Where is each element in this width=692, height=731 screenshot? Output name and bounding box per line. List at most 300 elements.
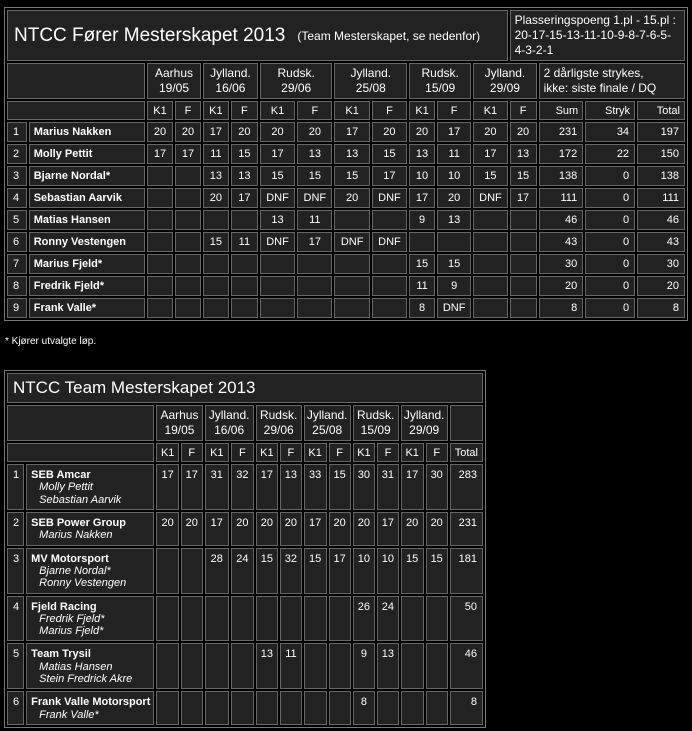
score-cell: 17	[437, 122, 471, 142]
score-cell: 20	[156, 512, 179, 546]
team-name-cell	[26, 596, 154, 642]
score-cell	[231, 210, 258, 230]
team-row	[7, 512, 483, 546]
position-cell: 2	[7, 144, 27, 164]
score-cell: 20	[147, 122, 173, 142]
score-cell: 15	[256, 548, 279, 594]
stryk-cell: 0	[585, 232, 635, 252]
score-cell	[426, 596, 448, 642]
team-driver-name: Marius Nakken	[39, 529, 113, 542]
score-cell: 9	[353, 643, 376, 689]
score-cell: 8	[409, 298, 435, 318]
sum-header: Sum	[539, 101, 584, 120]
stryk-header: Stryk	[585, 101, 635, 120]
subheader-blank	[7, 443, 154, 462]
score-cell	[510, 232, 537, 252]
total-cell: 231	[450, 512, 483, 546]
team-title-cell	[7, 373, 483, 403]
f-header: F	[231, 101, 258, 120]
position-cell: 6	[7, 691, 24, 725]
score-cell: DNF	[473, 188, 507, 208]
score-cell	[231, 691, 254, 725]
score-cell	[510, 210, 537, 230]
team-driver-name: Matias Hansen	[39, 660, 113, 673]
score-cell	[304, 596, 327, 642]
score-cell	[231, 643, 254, 689]
score-cell: 17	[510, 188, 537, 208]
driver-row	[7, 188, 685, 208]
score-cell: 17	[372, 166, 407, 186]
sum-cell: 8	[539, 298, 584, 318]
f-header: F	[377, 443, 398, 462]
score-cell: 15	[297, 166, 332, 186]
score-cell: 32	[280, 548, 301, 594]
k1-header: K1	[473, 101, 507, 120]
f-header: F	[372, 101, 407, 120]
score-cell	[426, 643, 448, 689]
score-cell: 11	[437, 144, 471, 164]
score-cell: 28	[205, 548, 229, 594]
score-cell: 31	[377, 464, 398, 510]
score-cell: 30	[426, 464, 448, 510]
stryk-cell: 0	[585, 210, 635, 230]
score-cell	[181, 596, 203, 642]
score-cell: 20	[353, 512, 376, 546]
sum-cell: 172	[539, 144, 584, 164]
score-cell	[147, 166, 173, 186]
f-header: F	[297, 101, 332, 120]
score-cell	[437, 232, 471, 252]
team-driver-name: Stein Fredrick Akre	[39, 673, 133, 686]
score-cell: 20	[280, 512, 301, 546]
total-cell: 46	[450, 643, 483, 689]
score-cell	[203, 254, 229, 274]
score-cell	[409, 232, 435, 252]
sum-cell: 30	[539, 254, 584, 274]
team-driver-name: Molly Pettit	[39, 481, 93, 494]
score-cell	[231, 596, 254, 642]
score-cell: 9	[437, 276, 471, 296]
k1-header: K1	[409, 101, 435, 120]
points-scale-line1: Plasseringspoeng 1.pl - 15.pl :	[514, 13, 676, 27]
position-cell: 4	[7, 188, 27, 208]
score-cell: 17	[473, 144, 507, 164]
score-cell: 17	[334, 122, 369, 142]
score-cell	[205, 596, 229, 642]
position-cell: 8	[7, 276, 27, 296]
score-cell: 17	[297, 232, 332, 252]
score-cell	[147, 254, 173, 274]
team-name: Fjeld Racing	[31, 600, 97, 613]
team-name: Frank Valle Motorsport	[31, 696, 151, 709]
score-cell: 15	[203, 232, 229, 252]
team-title: NTCC Team Mesterskapet 2013	[13, 378, 256, 397]
driver-row	[7, 144, 685, 164]
score-cell	[372, 210, 407, 230]
stryk-cell: 0	[585, 166, 635, 186]
team-name-cell	[26, 548, 154, 594]
team-row	[7, 464, 483, 510]
race-header: Rudsk. 29/06	[256, 405, 302, 441]
position-cell: 5	[7, 210, 27, 230]
score-cell: 24	[377, 596, 398, 642]
score-cell: 15	[473, 166, 507, 186]
team-driver-name: Frank Valle*	[39, 708, 99, 721]
race-header: Aarhus 19/05	[147, 63, 201, 99]
sum-cell: 43	[539, 232, 584, 252]
position-cell: 6	[7, 232, 27, 252]
score-cell: 13	[377, 643, 398, 689]
score-cell: 24	[231, 548, 254, 594]
score-cell	[175, 166, 201, 186]
score-cell	[260, 298, 295, 318]
score-cell	[147, 298, 173, 318]
score-cell	[205, 691, 229, 725]
score-cell: 20	[409, 122, 435, 142]
team-driver-name: Bjarne Nordal*	[39, 564, 111, 577]
score-cell	[256, 596, 279, 642]
score-cell	[181, 643, 203, 689]
score-cell: 13	[280, 464, 301, 510]
race-header: Jylland. 25/08	[334, 63, 407, 99]
score-cell: 15	[260, 166, 295, 186]
score-cell: 13	[297, 144, 332, 164]
f-header: F	[231, 443, 254, 462]
driver-row	[7, 122, 685, 142]
score-cell: 20	[401, 512, 424, 546]
score-cell: 15	[334, 166, 369, 186]
score-cell	[473, 298, 507, 318]
race-header: Jylland. 25/08	[304, 405, 351, 441]
score-cell: 20	[256, 512, 279, 546]
k1-header: K1	[256, 443, 279, 462]
driver-name-cell: Marius Nakken	[29, 122, 145, 142]
driver-standings-panel	[4, 7, 688, 321]
score-cell: DNF	[297, 188, 332, 208]
points-scale-line2: 20-17-15-13-11-10-9-8-7-6-5-4-3-2-1	[514, 28, 672, 57]
driver-row	[7, 210, 685, 230]
score-cell: 17	[409, 188, 435, 208]
race-header: Rudsk. 15/09	[409, 63, 471, 99]
score-cell	[473, 254, 507, 274]
score-cell	[304, 643, 327, 689]
score-cell	[334, 276, 369, 296]
driver-name-cell: Fredrik Fjeld*	[29, 276, 145, 296]
subheader-blank	[7, 101, 145, 120]
score-cell	[181, 691, 203, 725]
score-cell: 13	[334, 144, 369, 164]
race-header: Rudsk. 15/09	[353, 405, 399, 441]
score-cell: 15	[304, 548, 327, 594]
score-cell: 20	[372, 122, 407, 142]
score-cell	[156, 548, 179, 594]
driver-row	[7, 254, 685, 274]
score-cell: 20	[231, 122, 258, 142]
f-header: F	[329, 443, 351, 462]
score-cell	[297, 276, 332, 296]
score-cell	[473, 210, 507, 230]
total-header: Total	[450, 443, 483, 462]
score-cell: 11	[203, 144, 229, 164]
score-cell	[260, 254, 295, 274]
driver-standings-table	[5, 8, 687, 320]
driver-name-cell: Frank Valle*	[29, 298, 145, 318]
score-cell	[175, 232, 201, 252]
race-header: Jylland. 29/09	[473, 63, 536, 99]
score-cell: 11	[297, 210, 332, 230]
team-name: Team Trysil	[31, 648, 91, 661]
score-cell	[280, 691, 301, 725]
team-row	[7, 691, 483, 725]
race-header: Jylland. 16/06	[205, 405, 254, 441]
drop-rule-note: 2 dårligste strykes, ikke: siste finale / DQ	[539, 63, 685, 99]
score-cell	[256, 691, 279, 725]
stryk-cell: 0	[585, 298, 635, 318]
score-cell: 15	[231, 144, 258, 164]
driver-name-cell: Ronny Vestengen	[29, 232, 145, 252]
stryk-cell: 34	[585, 122, 635, 142]
score-cell: 20	[473, 122, 507, 142]
position-cell: 2	[7, 512, 24, 546]
score-cell: 17	[401, 464, 424, 510]
score-cell	[297, 298, 332, 318]
driver-row	[7, 166, 685, 186]
score-cell: 30	[353, 464, 376, 510]
total-cell: 181	[450, 548, 483, 594]
total-cell: 30	[637, 254, 685, 274]
position-cell: 1	[7, 122, 27, 142]
k1-header: K1	[203, 101, 229, 120]
score-cell	[334, 254, 369, 274]
driver-title-cell	[7, 10, 508, 61]
score-cell	[377, 691, 398, 725]
total-cell: 43	[637, 232, 685, 252]
score-cell: 15	[437, 254, 471, 274]
score-cell: 20	[203, 188, 229, 208]
score-cell: 20	[334, 188, 369, 208]
f-header: F	[181, 443, 203, 462]
score-cell	[334, 298, 369, 318]
sum-cell: 111	[539, 188, 584, 208]
total-cell: 283	[450, 464, 483, 510]
score-cell	[372, 254, 407, 274]
total-cell: 111	[637, 188, 685, 208]
score-cell: 17	[156, 464, 179, 510]
f-header: F	[437, 101, 471, 120]
score-cell	[372, 276, 407, 296]
driver-name-cell: Molly Pettit	[29, 144, 145, 164]
score-cell	[205, 643, 229, 689]
score-cell	[147, 210, 173, 230]
team-row	[7, 596, 483, 642]
score-cell: 15	[409, 254, 435, 274]
k1-header: K1	[205, 443, 229, 462]
header-blank	[7, 405, 154, 441]
score-cell	[231, 276, 258, 296]
score-cell	[147, 232, 173, 252]
team-driver-name: Fredrik Fjeld*	[39, 612, 105, 625]
score-cell	[473, 276, 507, 296]
score-cell: 13	[510, 144, 537, 164]
score-cell: DNF	[437, 298, 471, 318]
score-cell: 13	[203, 166, 229, 186]
position-cell: 1	[7, 464, 24, 510]
score-cell: 8	[353, 691, 376, 725]
score-cell	[175, 210, 201, 230]
team-driver-name: Sebastian Aarvik	[39, 493, 122, 506]
team-row	[7, 548, 483, 594]
score-cell: 13	[256, 643, 279, 689]
total-cell: 46	[637, 210, 685, 230]
score-cell	[426, 691, 448, 725]
race-header: Aarhus 19/05	[156, 405, 202, 441]
score-cell	[203, 210, 229, 230]
score-cell	[510, 276, 537, 296]
total-cell: 138	[637, 166, 685, 186]
score-cell	[510, 254, 537, 274]
score-cell	[473, 232, 507, 252]
k1-header: K1	[156, 443, 179, 462]
k1-header: K1	[401, 443, 424, 462]
score-cell	[401, 691, 424, 725]
score-cell	[175, 298, 201, 318]
race-header: Jylland. 29/09	[401, 405, 448, 441]
k1-header: K1	[304, 443, 327, 462]
total-cell: 8	[637, 298, 685, 318]
team-standings-panel	[4, 370, 486, 728]
score-cell: 20	[175, 122, 201, 142]
score-cell	[147, 188, 173, 208]
total-header: Total	[637, 101, 685, 120]
score-cell: 32	[231, 464, 254, 510]
score-cell	[401, 596, 424, 642]
score-cell: 17	[304, 512, 327, 546]
race-header: Jylland. 16/06	[203, 63, 258, 99]
team-name-cell	[26, 643, 154, 689]
sum-cell: 20	[539, 276, 584, 296]
sum-cell: 46	[539, 210, 584, 230]
team-driver-name: Marius Fjeld*	[39, 625, 104, 638]
score-cell	[175, 254, 201, 274]
score-cell: 10	[377, 548, 398, 594]
score-cell: DNF	[372, 188, 407, 208]
score-cell: 17	[203, 122, 229, 142]
score-cell: 11	[231, 232, 258, 252]
score-cell: 26	[353, 596, 376, 642]
driver-subtitle: (Team Mesterskapet, se nedenfor)	[297, 28, 481, 43]
total-cell: 150	[637, 144, 685, 164]
score-cell: 17	[256, 464, 279, 510]
score-cell: DNF	[260, 188, 295, 208]
score-cell: 31	[205, 464, 229, 510]
score-cell: 13	[409, 144, 435, 164]
score-cell: 10	[437, 166, 471, 186]
total-cell: 8	[450, 691, 483, 725]
score-cell: 11	[280, 643, 301, 689]
score-cell	[260, 276, 295, 296]
position-cell: 3	[7, 166, 27, 186]
driver-row	[7, 232, 685, 252]
race-header: Rudsk. 29/06	[260, 63, 333, 99]
position-cell: 4	[7, 596, 24, 642]
score-cell: 13	[260, 210, 295, 230]
score-cell	[203, 298, 229, 318]
score-cell: 20	[260, 122, 295, 142]
k1-header: K1	[147, 101, 173, 120]
score-cell	[280, 596, 301, 642]
score-cell	[329, 691, 351, 725]
driver-row	[7, 298, 685, 318]
score-cell	[304, 691, 327, 725]
score-cell: 17	[260, 144, 295, 164]
score-cell: 17	[231, 188, 258, 208]
team-name: MV Motorsport	[31, 552, 109, 565]
score-cell	[175, 188, 201, 208]
driver-name-cell: Marius Fjeld*	[29, 254, 145, 274]
score-cell	[156, 643, 179, 689]
team-name-cell	[26, 691, 154, 725]
score-cell	[231, 254, 258, 274]
driver-row	[7, 276, 685, 296]
score-cell: 20	[181, 512, 203, 546]
score-cell	[156, 596, 179, 642]
score-cell: 20	[510, 122, 537, 142]
score-cell	[329, 596, 351, 642]
team-row	[7, 643, 483, 689]
position-cell: 5	[7, 643, 24, 689]
score-cell	[156, 691, 179, 725]
score-cell	[203, 276, 229, 296]
total-cell: 50	[450, 596, 483, 642]
score-cell: 20	[231, 512, 254, 546]
position-cell: 7	[7, 254, 27, 274]
f-header: F	[175, 101, 201, 120]
score-cell: 17	[147, 144, 173, 164]
score-cell: 20	[426, 512, 448, 546]
score-cell: 15	[401, 548, 424, 594]
score-cell: DNF	[372, 232, 407, 252]
header-blank	[7, 63, 145, 99]
f-header: F	[280, 443, 301, 462]
score-cell: 33	[304, 464, 327, 510]
score-cell: 15	[372, 144, 407, 164]
score-cell	[231, 298, 258, 318]
score-cell	[181, 548, 203, 594]
score-cell: 17	[329, 548, 351, 594]
score-cell	[334, 210, 369, 230]
position-cell: 3	[7, 548, 24, 594]
k1-header: K1	[353, 443, 376, 462]
k1-header: K1	[260, 101, 295, 120]
score-cell	[297, 254, 332, 274]
score-cell: 20	[437, 188, 471, 208]
total-cell: 197	[637, 122, 685, 142]
sum-cell: 138	[539, 166, 584, 186]
score-cell: 20	[297, 122, 332, 142]
driver-name-cell: Bjarne Nordal*	[29, 166, 145, 186]
score-cell	[401, 643, 424, 689]
team-rows	[7, 464, 483, 725]
score-cell: 17	[181, 464, 203, 510]
team-name: SEB Amcar	[31, 469, 91, 481]
stryk-cell: 0	[585, 254, 635, 274]
footnote: * Kjører utvalgte løp.	[5, 336, 97, 347]
team-name-cell	[26, 464, 154, 510]
score-cell	[372, 298, 407, 318]
team-name: SEB Power Group	[31, 516, 126, 529]
sum-cell: 231	[539, 122, 584, 142]
team-name-cell	[26, 512, 154, 546]
